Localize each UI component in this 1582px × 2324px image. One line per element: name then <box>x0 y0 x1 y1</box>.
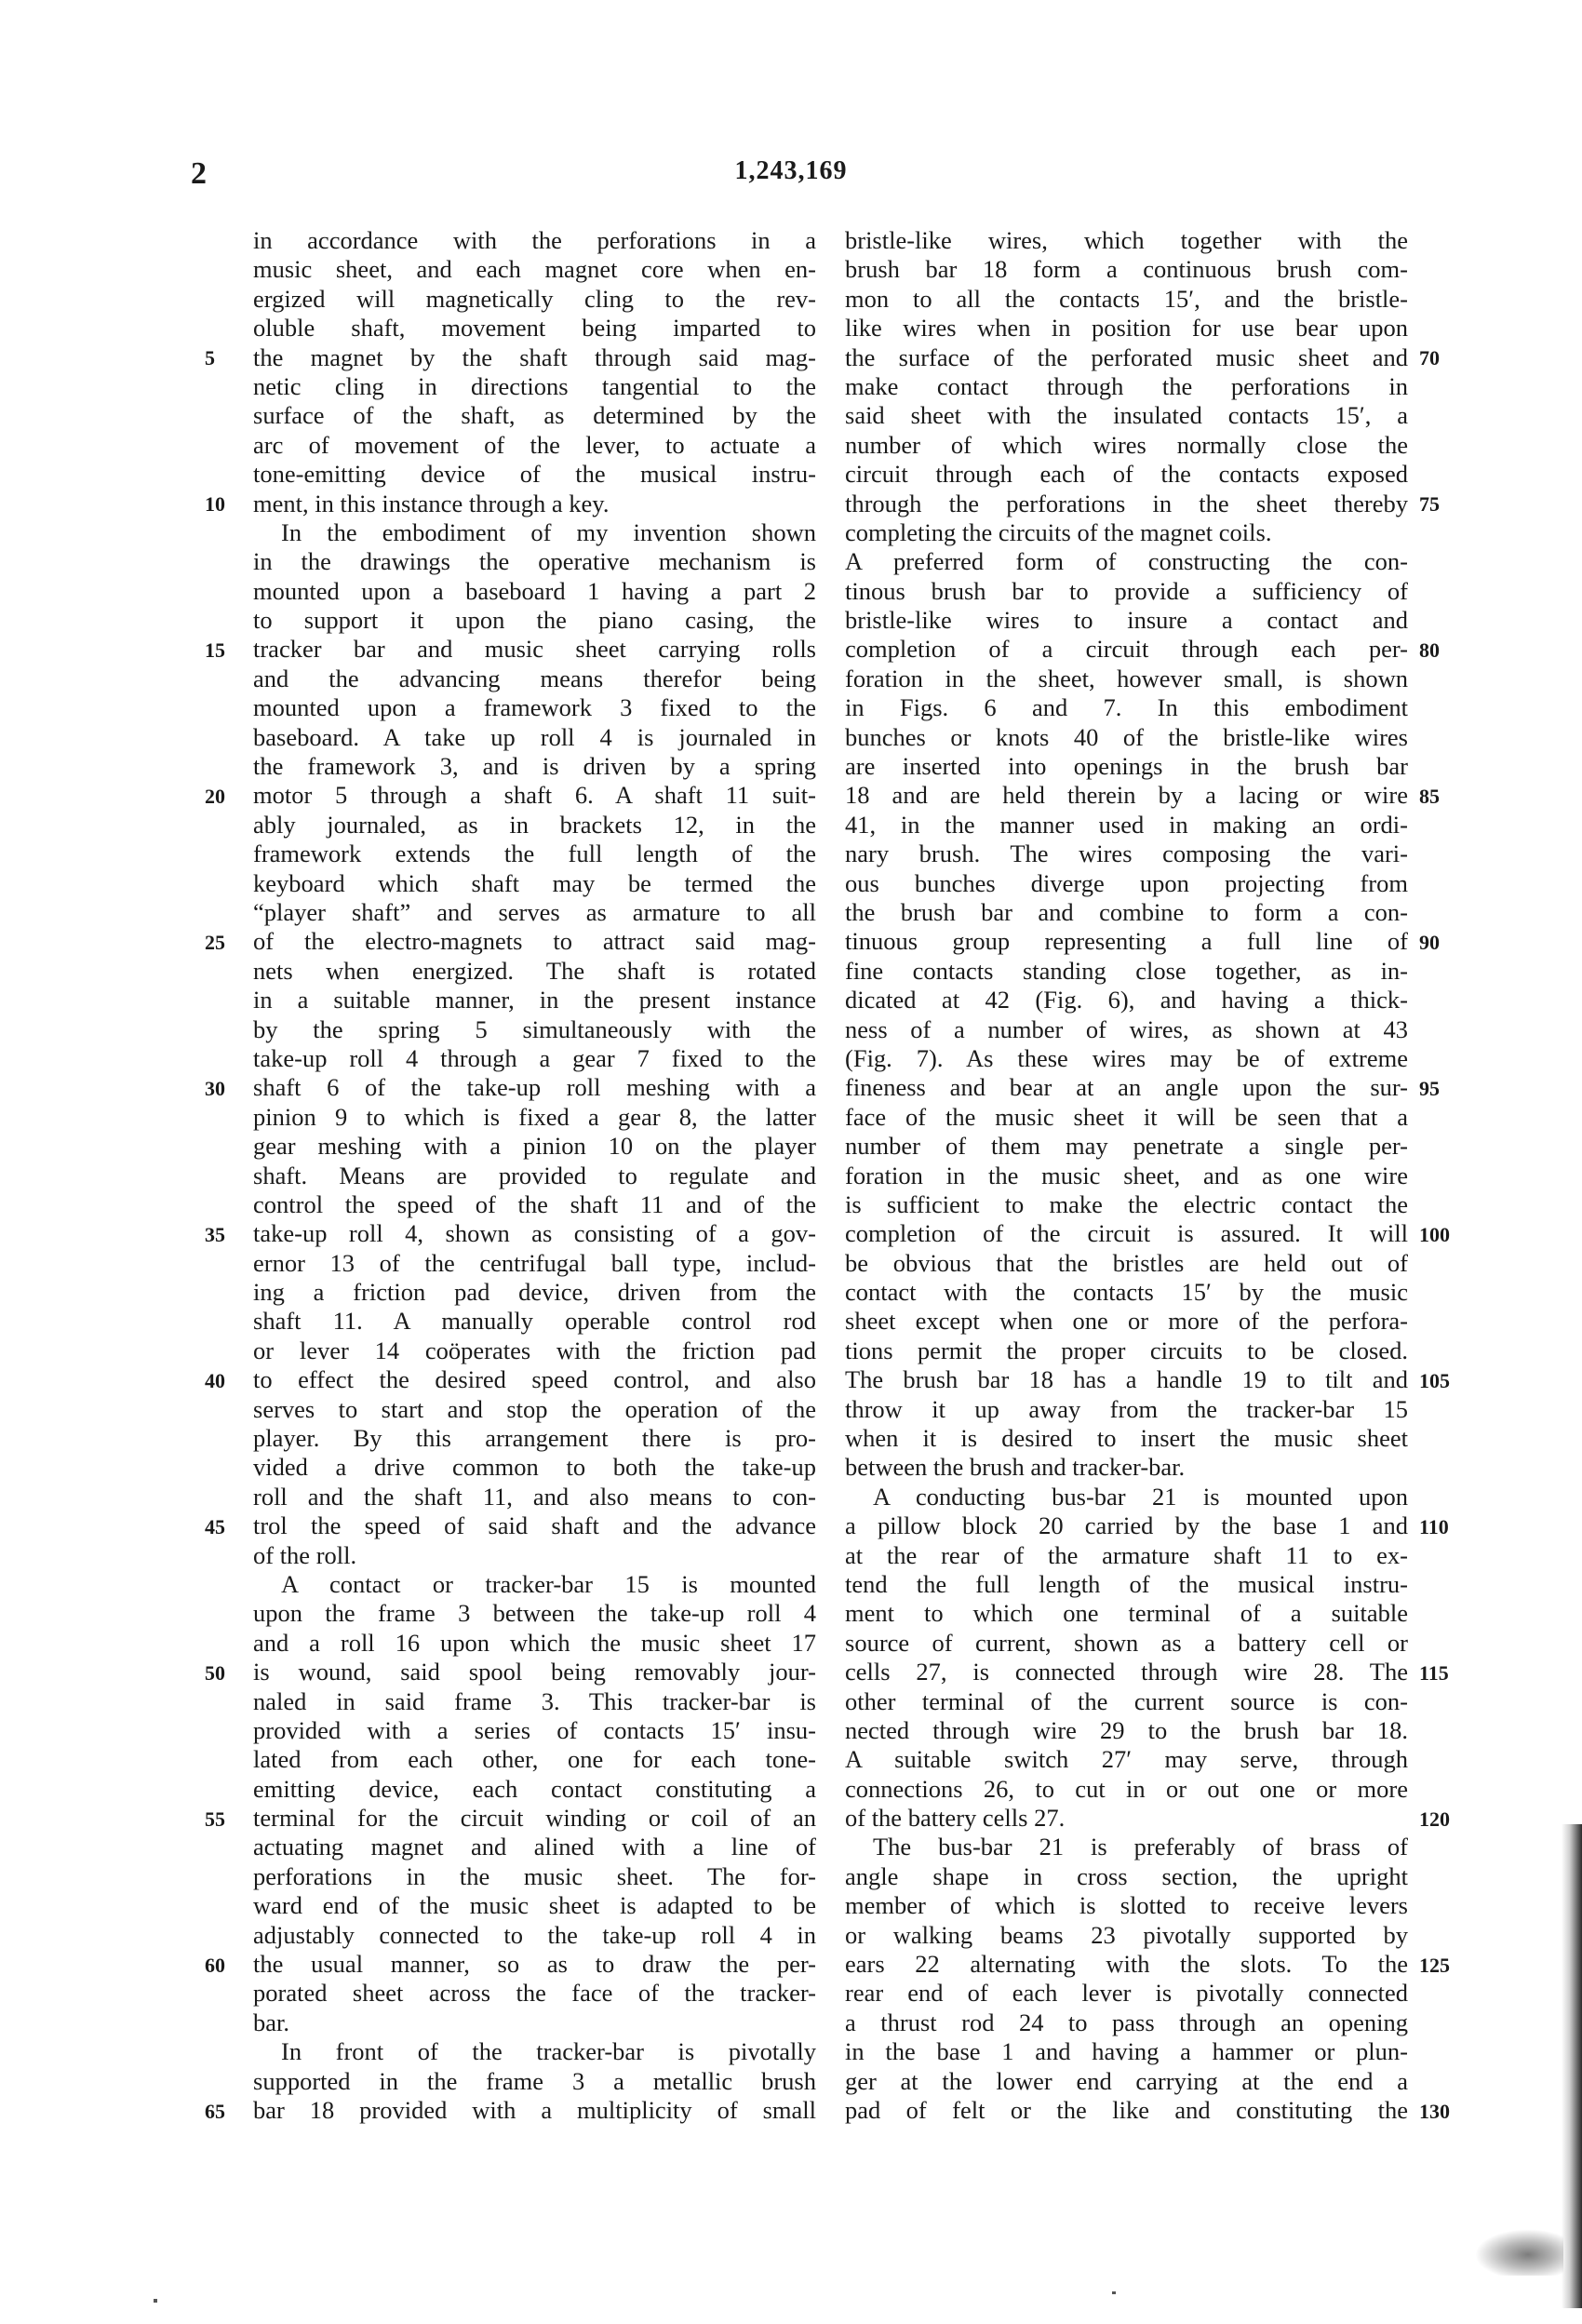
text-line: the surface of the perforated music sheet and <box>845 343 1408 371</box>
text-line: completion of the circuit is assured. It will <box>845 1219 1408 1248</box>
margin-line-number: 40 <box>205 1368 225 1392</box>
text-line: lated from each other, one for each tone- <box>253 1745 816 1774</box>
text-line: arc of movement of the lever, to actuate a <box>253 430 816 459</box>
text-line: take-up roll 4 through a gear 7 fixed to the <box>253 1043 816 1072</box>
text-line: other terminal of the current source is con- <box>845 1686 1408 1715</box>
margin-line-number: 120 <box>1419 1807 1450 1831</box>
margin-line-number: 90 <box>1419 930 1440 954</box>
margin-line-number: 75 <box>1419 491 1440 516</box>
text-line: in a suitable manner, in the present instance <box>253 986 816 1014</box>
text-line: contact with the contacts 15′ by the music <box>845 1278 1408 1307</box>
text-line: mounted upon a baseboard 1 having a part 2 <box>253 576 816 605</box>
margin-line-number: 125 <box>1419 1953 1450 1977</box>
margin-line-number: 100 <box>1419 1222 1450 1246</box>
text-line: angle shape in cross section, the upright <box>845 1861 1408 1890</box>
text-line: foration in the music sheet, and as one wire <box>845 1161 1408 1189</box>
text-line: A preferred form of constructing the con- <box>845 547 1408 576</box>
text-line: ment, in this instance through a key. <box>253 489 610 517</box>
text-line: said sheet with the insulated contacts 15′, a <box>845 401 1408 430</box>
text-line: in accordance with the perforations in a <box>253 226 816 254</box>
text-line: take-up roll 4, shown as consisting of a gov- <box>253 1219 816 1248</box>
text-line: tracker bar and music sheet carrying rolls <box>253 635 816 664</box>
text-line: fine contacts standing close together, as in- <box>845 956 1408 985</box>
scan-speck <box>154 2299 157 2303</box>
text-line: are inserted into openings in the brush bar <box>845 752 1408 781</box>
text-line: emitting device, each contact constituting a <box>253 1774 816 1803</box>
text-line: A contact or tracker-bar 15 is mounted <box>281 1569 816 1598</box>
text-line: upon the frame 3 between the take-up roll 4 <box>253 1599 816 1628</box>
text-line: actuating magnet and alined with a line of <box>253 1833 816 1861</box>
text-line: or walking beams 23 pivotally supported by <box>845 1920 1408 1949</box>
text-line: at the rear of the armature shaft 11 to ex- <box>845 1540 1408 1569</box>
text-line: or lever 14 coöperates with the friction pad <box>253 1336 816 1364</box>
text-line: vided a drive common to both the take-up <box>253 1453 816 1482</box>
text-line: serves to start and stop the operation of the <box>253 1394 816 1423</box>
text-line: fineness and bear at an angle upon the sur- <box>845 1073 1408 1102</box>
text-line: like wires when in position for use bear upon <box>845 314 1408 343</box>
margin-line-number: 80 <box>1419 638 1440 662</box>
text-line: nary brush. The wires composing the vari- <box>845 840 1408 868</box>
margin-line-number: 60 <box>205 1953 225 1977</box>
text-line: provided with a series of contacts 15′ insu- <box>253 1715 816 1744</box>
text-line: ably journaled, as in brackets 12, in the <box>253 810 816 839</box>
text-line: supported in the frame 3 a metallic brush <box>253 2066 816 2095</box>
text-line: framework extends the full length of the <box>253 840 816 868</box>
text-line: nets when energized. The shaft is rotated <box>253 956 816 985</box>
text-line: by the spring 5 simultaneously with the <box>253 1014 816 1043</box>
text-line: nected through wire 29 to the brush bar 18. <box>845 1715 1408 1744</box>
text-line: is wound, said spool being removably jour- <box>253 1658 816 1686</box>
margin-line-number: 35 <box>205 1222 225 1246</box>
margin-line-number: 50 <box>205 1660 225 1685</box>
text-line: “player shaft” and serves as armature to all <box>253 897 816 926</box>
text-line: player. By this arrangement there is pro- <box>253 1424 816 1453</box>
text-line: ing a friction pad device, driven from the <box>253 1278 816 1307</box>
text-line: bristle-like wires to insure a contact and <box>845 606 1408 635</box>
text-line: to support it upon the piano casing, the <box>253 606 816 635</box>
text-line: and a roll 16 upon which the music sheet 17 <box>253 1628 816 1657</box>
text-line: completion of a circuit through each per- <box>845 635 1408 664</box>
text-line: the magnet by the shaft through said mag- <box>253 343 816 371</box>
scan-speck <box>1112 2291 1116 2294</box>
text-line: connections 26, to cut in or out one or more <box>845 1774 1408 1803</box>
text-line: the usual manner, so as to draw the per- <box>253 1950 816 1979</box>
margin-line-number: 55 <box>205 1807 225 1831</box>
text-line: The brush bar 18 has a handle 19 to tilt and <box>845 1365 1408 1394</box>
text-line: A conducting bus-bar 21 is mounted upon <box>873 1482 1408 1511</box>
text-line: a pillow block 20 carried by the base 1 and <box>845 1511 1408 1540</box>
page-number: 2 <box>191 156 207 191</box>
text-line: cells 27, is connected through wire 28. The <box>845 1658 1408 1686</box>
text-line: surface of the shaft, as determined by the <box>253 401 816 430</box>
text-line: ward end of the music sheet is adapted to be <box>253 1891 816 1920</box>
text-line: pad of felt or the like and constituting the <box>845 2096 1408 2124</box>
text-line: brush bar 18 form a continuous brush com- <box>845 255 1408 284</box>
text-line: roll and the shaft 11, and also means to con- <box>253 1482 816 1511</box>
text-line: bristle-like wires, which together with the <box>845 226 1408 254</box>
text-line: face of the music sheet it will be seen that a <box>845 1102 1408 1131</box>
text-line: tone-emitting device of the musical instru- <box>253 460 816 489</box>
text-line: adjustably connected to the take-up roll 4 in <box>253 1920 816 1949</box>
text-line: trol the speed of said shaft and the advance <box>253 1511 816 1540</box>
text-line: circuit through each of the contacts exposed <box>845 460 1408 489</box>
text-line: ears 22 alternating with the slots. To the <box>845 1950 1408 1979</box>
text-line: be obvious that the bristles are held out of <box>845 1248 1408 1277</box>
margin-line-number: 105 <box>1419 1368 1450 1392</box>
text-line: In front of the tracker-bar is pivotally <box>281 2037 816 2066</box>
text-line: In the embodiment of my invention shown <box>281 517 816 546</box>
margin-line-number: 65 <box>205 2099 225 2123</box>
text-line: ous bunches diverge upon projecting from <box>845 868 1408 897</box>
scan-smudge <box>1475 2229 1563 2276</box>
text-line: porated sheet across the face of the tracker- <box>253 1979 816 2008</box>
text-line: 18 and are held therein by a lacing or wire <box>845 781 1408 810</box>
scan-edge-shadow <box>1562 1824 1582 2308</box>
text-line: ernor 13 of the centrifugal ball type, includ- <box>253 1248 816 1277</box>
margin-line-number: 20 <box>205 784 225 808</box>
text-line: ment to which one terminal of a suitable <box>845 1599 1408 1628</box>
margin-line-number: 45 <box>205 1514 225 1538</box>
text-line: rear end of each lever is pivotally connected <box>845 1979 1408 2008</box>
text-line: completing the circuits of the magnet coils. <box>845 517 1272 546</box>
margin-line-number: 10 <box>205 491 225 516</box>
margin-line-number: 130 <box>1419 2099 1450 2123</box>
margin-line-number: 5 <box>205 345 215 369</box>
patent-number: 1,243,169 <box>734 156 848 185</box>
text-line: control the speed of the shaft 11 and of the <box>253 1189 816 1218</box>
right-text-column <box>845 226 1408 2209</box>
text-line: member of which is slotted to receive levers <box>845 1891 1408 1920</box>
text-line: when it is desired to insert the music sheet <box>845 1424 1408 1453</box>
text-line: ger at the lower end carrying at the end a <box>845 2066 1408 2095</box>
text-line: the brush bar and combine to form a con- <box>845 897 1408 926</box>
text-line: naled in said frame 3. This tracker-bar is <box>253 1686 816 1715</box>
text-line: netic cling in directions tangential to the <box>253 371 816 400</box>
text-line: of the electro-magnets to attract said mag- <box>253 927 816 956</box>
text-line: between the brush and tracker-bar. <box>845 1453 1186 1482</box>
text-line: throw it up away from the tracker-bar 15 <box>845 1394 1408 1423</box>
margin-line-number: 15 <box>205 638 225 662</box>
text-line: bar. <box>253 2008 289 2036</box>
text-line: in Figs. 6 and 7. In this embodiment <box>845 693 1408 722</box>
text-line: a thrust rod 24 to pass through an opening <box>845 2008 1408 2036</box>
text-line: bunches or knots 40 of the bristle-like wires <box>845 722 1408 751</box>
text-line: the framework 3, and is driven by a spring <box>253 752 816 781</box>
text-line: foration in the sheet, however small, is shown <box>845 664 1408 692</box>
margin-line-number: 25 <box>205 930 225 954</box>
left-text-column <box>253 226 816 2209</box>
text-line: shaft 6 of the take-up roll meshing with a <box>253 1073 816 1102</box>
text-line: number of them may penetrate a single per- <box>845 1132 1408 1161</box>
text-line: tinuous group representing a full line of <box>845 927 1408 956</box>
text-line: bar 18 provided with a multiplicity of small <box>253 2096 816 2124</box>
text-line: mounted upon a framework 3 fixed to the <box>253 693 816 722</box>
margin-line-number: 95 <box>1419 1076 1440 1100</box>
text-line: through the perforations in the sheet thereby <box>845 489 1408 517</box>
text-line: make contact through the perforations in <box>845 371 1408 400</box>
text-line: pinion 9 to which is fixed a gear 8, the latter <box>253 1102 816 1131</box>
text-line: mon to all the contacts 15′, and the bristle- <box>845 284 1408 313</box>
text-line: and the advancing means therefor being <box>253 664 816 692</box>
text-line: oluble shaft, movement being imparted to <box>253 314 816 343</box>
text-line: to effect the desired speed control, and also <box>253 1365 816 1394</box>
text-line: (Fig. 7). As these wires may be of extreme <box>845 1043 1408 1072</box>
text-line: shaft 11. A manually operable control rod <box>253 1307 816 1336</box>
text-line: shaft. Means are provided to regulate and <box>253 1161 816 1189</box>
text-line: motor 5 through a shaft 6. A shaft 11 suit- <box>253 781 816 810</box>
text-line: music sheet, and each magnet core when en- <box>253 255 816 284</box>
text-line: source of current, shown as a battery cell or <box>845 1628 1408 1657</box>
margin-line-number: 85 <box>1419 784 1440 808</box>
text-line: The bus-bar 21 is preferably of brass of <box>873 1833 1408 1861</box>
text-line: A suitable switch 27′ may serve, through <box>845 1745 1408 1774</box>
text-line: tend the full length of the musical instru- <box>845 1569 1408 1598</box>
margin-line-number: 115 <box>1419 1660 1449 1685</box>
text-line: number of which wires normally close the <box>845 430 1408 459</box>
text-line: keyboard which shaft may be termed the <box>253 868 816 897</box>
text-line: of the roll. <box>253 1540 357 1569</box>
text-line: in the drawings the operative mechanism is <box>253 547 816 576</box>
text-line: ergized will magnetically cling to the rev- <box>253 284 816 313</box>
text-line: in the base 1 and having a hammer or plun- <box>845 2037 1408 2066</box>
text-line: tinous brush bar to provide a sufficiency of <box>845 576 1408 605</box>
text-line: terminal for the circuit winding or coil of an <box>253 1804 816 1833</box>
text-line: baseboard. A take up roll 4 is journaled in <box>253 722 816 751</box>
text-line: sheet except when one or more of the perfora- <box>845 1307 1408 1336</box>
margin-line-number: 110 <box>1419 1514 1449 1538</box>
text-line: perforations in the music sheet. The for- <box>253 1861 816 1890</box>
text-line: 41, in the manner used in making an ordi- <box>845 810 1408 839</box>
text-line: of the battery cells 27. <box>845 1804 1066 1833</box>
text-line: dicated at 42 (Fig. 6), and having a thick- <box>845 986 1408 1014</box>
margin-line-number: 70 <box>1419 345 1440 369</box>
text-line: tions permit the proper circuits to be closed. <box>845 1336 1408 1364</box>
text-line: gear meshing with a pinion 10 on the player <box>253 1132 816 1161</box>
margin-line-number: 30 <box>205 1076 225 1100</box>
text-line: is sufficient to make the electric contact the <box>845 1189 1408 1218</box>
text-line: ness of a number of wires, as shown at 43 <box>845 1014 1408 1043</box>
